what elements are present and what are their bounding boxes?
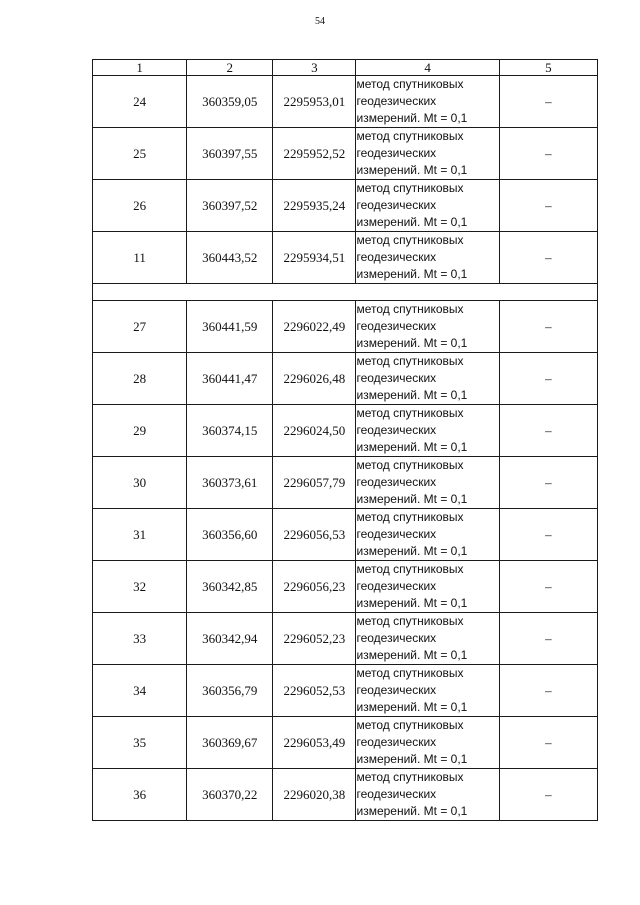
- point-number-cell: 36: [93, 769, 187, 821]
- y-coordinate-cell: 2296020,38: [273, 769, 356, 821]
- point-number-cell: 26: [93, 180, 187, 232]
- table-row: [93, 457, 598, 509]
- point-number-cell: 31: [93, 509, 187, 561]
- table-row: [93, 769, 598, 821]
- method-line: метод спутниковых: [356, 458, 464, 472]
- method-cell: [356, 180, 499, 232]
- method-line: метод спутниковых: [356, 666, 464, 680]
- method-line: метод спутниковых: [356, 129, 464, 143]
- method-line: геодезических: [356, 146, 437, 160]
- header-row: [93, 60, 598, 76]
- method-line: измерений. Mt = 0,1: [356, 700, 468, 714]
- method-line: метод спутниковых: [356, 510, 464, 524]
- method-line: геодезических: [356, 250, 437, 264]
- separator-cell: [93, 284, 598, 301]
- method-line: измерений. Mt = 0,1: [356, 440, 468, 454]
- y-coordinate-cell: 2296022,49: [273, 301, 356, 353]
- method-line: геодезических: [356, 631, 437, 645]
- method-line: измерений. Mt = 0,1: [356, 804, 468, 818]
- method-cell: [356, 717, 499, 769]
- point-number-cell: 33: [93, 613, 187, 665]
- header-col-3: 3: [273, 60, 356, 76]
- x-coordinate-cell: 360374,15: [187, 405, 273, 457]
- method-cell: [356, 405, 499, 457]
- method-line: метод спутниковых: [356, 181, 464, 195]
- col5-cell: –: [499, 128, 597, 180]
- method-cell: [356, 76, 499, 128]
- table-row: [93, 180, 598, 232]
- method-line: геодезических: [356, 683, 437, 697]
- table-row: [93, 301, 598, 353]
- y-coordinate-cell: 2296053,49: [273, 717, 356, 769]
- method-line: измерений. Mt = 0,1: [356, 163, 468, 177]
- method-line: геодезических: [356, 198, 437, 212]
- x-coordinate-cell: 360356,79: [187, 665, 273, 717]
- method-cell: [356, 561, 499, 613]
- method-line: измерений. Mt = 0,1: [356, 752, 468, 766]
- x-coordinate-cell: 360369,67: [187, 717, 273, 769]
- method-line: метод спутниковых: [356, 354, 464, 368]
- method-cell: [356, 128, 499, 180]
- col5-cell: –: [499, 561, 597, 613]
- method-line: метод спутниковых: [356, 233, 464, 247]
- table-row: [93, 509, 598, 561]
- point-number-cell: 30: [93, 457, 187, 509]
- method-cell: [356, 509, 499, 561]
- point-number-cell: 11: [93, 232, 187, 284]
- method-line: метод спутниковых: [356, 614, 464, 628]
- col5-cell: –: [499, 353, 597, 405]
- table-row: [93, 717, 598, 769]
- x-coordinate-cell: 360342,85: [187, 561, 273, 613]
- table-row: [93, 665, 598, 717]
- method-line: геодезических: [356, 371, 437, 385]
- col5-cell: –: [499, 180, 597, 232]
- method-cell: [356, 769, 499, 821]
- method-line: геодезических: [356, 423, 437, 437]
- method-line: метод спутниковых: [356, 302, 464, 316]
- method-cell: [356, 613, 499, 665]
- method-line: измерений. Mt = 0,1: [356, 492, 468, 506]
- header-col-1: 1: [93, 60, 187, 76]
- col5-cell: –: [499, 613, 597, 665]
- method-line: измерений. Mt = 0,1: [356, 648, 468, 662]
- col5-cell: –: [499, 301, 597, 353]
- method-cell: [356, 665, 499, 717]
- x-coordinate-cell: 360356,60: [187, 509, 273, 561]
- y-coordinate-cell: 2295953,01: [273, 76, 356, 128]
- col5-cell: –: [499, 769, 597, 821]
- header-col-5: 5: [499, 60, 597, 76]
- method-line: метод спутниковых: [356, 718, 464, 732]
- y-coordinate-cell: 2295952,52: [273, 128, 356, 180]
- separator-row: [93, 284, 598, 301]
- x-coordinate-cell: 360397,52: [187, 180, 273, 232]
- point-number-cell: 29: [93, 405, 187, 457]
- col5-cell: –: [499, 76, 597, 128]
- col5-cell: –: [499, 717, 597, 769]
- table-row: [93, 353, 598, 405]
- method-cell: [356, 301, 499, 353]
- table-row: [93, 613, 598, 665]
- x-coordinate-cell: 360441,47: [187, 353, 273, 405]
- table-row: [93, 76, 598, 128]
- page-number: 54: [315, 16, 325, 27]
- method-line: геодезических: [356, 527, 437, 541]
- method-cell: [356, 232, 499, 284]
- method-cell: [356, 457, 499, 509]
- y-coordinate-cell: 2295934,51: [273, 232, 356, 284]
- method-line: измерений. Mt = 0,1: [356, 267, 468, 281]
- method-line: геодезических: [356, 475, 437, 489]
- method-line: измерений. Mt = 0,1: [356, 544, 468, 558]
- x-coordinate-cell: 360397,55: [187, 128, 273, 180]
- method-line: измерений. Mt = 0,1: [356, 111, 468, 125]
- col5-cell: –: [499, 405, 597, 457]
- x-coordinate-cell: 360373,61: [187, 457, 273, 509]
- table-row: [93, 232, 598, 284]
- table-row: [93, 561, 598, 613]
- y-coordinate-cell: 2296057,79: [273, 457, 356, 509]
- point-number-cell: 25: [93, 128, 187, 180]
- method-line: геодезических: [356, 319, 437, 333]
- method-line: метод спутниковых: [356, 406, 464, 420]
- x-coordinate-cell: 360370,22: [187, 769, 273, 821]
- y-coordinate-cell: 2296056,53: [273, 509, 356, 561]
- coordinates-table: [92, 59, 598, 821]
- method-line: метод спутниковых: [356, 562, 464, 576]
- method-line: геодезических: [356, 787, 437, 801]
- table-body: [93, 76, 598, 821]
- header-col-2: 2: [187, 60, 273, 76]
- point-number-cell: 35: [93, 717, 187, 769]
- method-line: измерений. Mt = 0,1: [356, 388, 468, 402]
- method-line: измерений. Mt = 0,1: [356, 336, 468, 350]
- point-number-cell: 34: [93, 665, 187, 717]
- method-cell: [356, 353, 499, 405]
- x-coordinate-cell: 360441,59: [187, 301, 273, 353]
- method-line: метод спутниковых: [356, 770, 464, 784]
- y-coordinate-cell: 2296056,23: [273, 561, 356, 613]
- method-line: метод спутниковых: [356, 77, 464, 91]
- table-row: [93, 405, 598, 457]
- x-coordinate-cell: 360342,94: [187, 613, 273, 665]
- col5-cell: –: [499, 457, 597, 509]
- y-coordinate-cell: 2296026,48: [273, 353, 356, 405]
- point-number-cell: 27: [93, 301, 187, 353]
- point-number-cell: 32: [93, 561, 187, 613]
- y-coordinate-cell: 2296052,23: [273, 613, 356, 665]
- point-number-cell: 28: [93, 353, 187, 405]
- method-line: геодезических: [356, 579, 437, 593]
- method-line: измерений. Mt = 0,1: [356, 596, 468, 610]
- x-coordinate-cell: 360443,52: [187, 232, 273, 284]
- y-coordinate-cell: 2296052,53: [273, 665, 356, 717]
- col5-cell: –: [499, 232, 597, 284]
- col5-cell: –: [499, 665, 597, 717]
- table-row: [93, 128, 598, 180]
- col5-cell: –: [499, 509, 597, 561]
- method-line: геодезических: [356, 735, 437, 749]
- y-coordinate-cell: 2296024,50: [273, 405, 356, 457]
- x-coordinate-cell: 360359,05: [187, 76, 273, 128]
- header-col-4: 4: [356, 60, 499, 76]
- method-line: геодезических: [356, 94, 437, 108]
- point-number-cell: 24: [93, 76, 187, 128]
- method-line: измерений. Mt = 0,1: [356, 215, 468, 229]
- y-coordinate-cell: 2295935,24: [273, 180, 356, 232]
